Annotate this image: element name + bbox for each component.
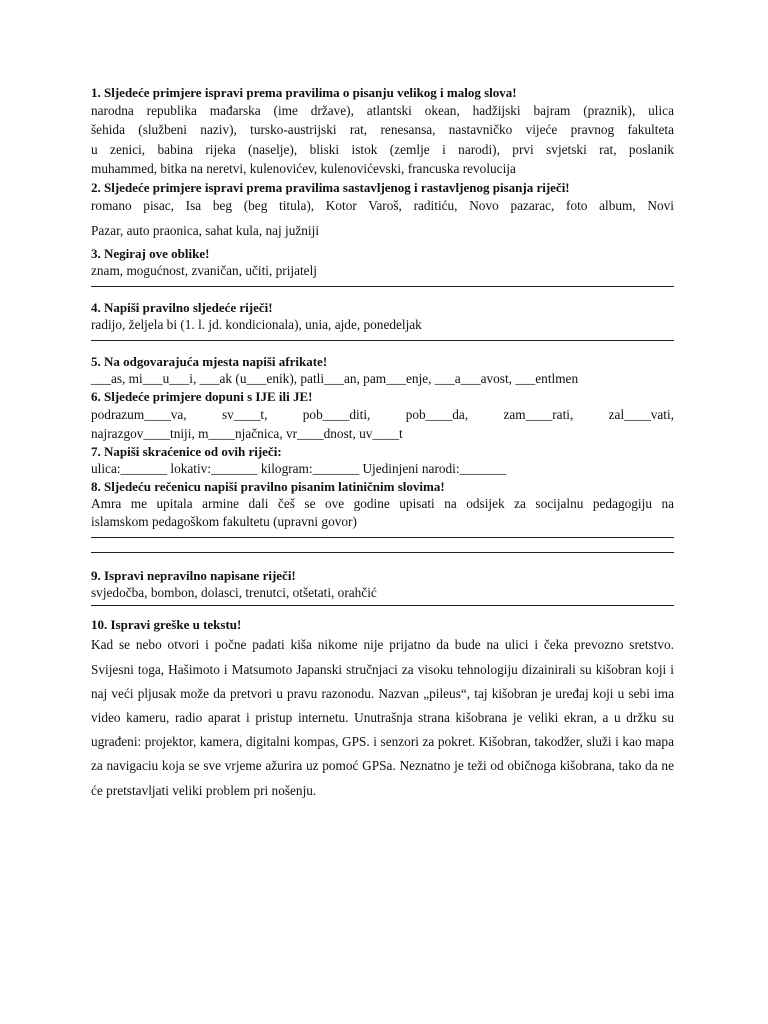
question-10-text: Kad se nebo otvori i počne padati kiša nikome nije prijatno da bude na ulici i čeka prevozno sretstvo. Svijesni toga, Hašimoto i Matsumoto Japanski stručnjaci za visoku tehnologiju dizainirali su kišobran koji i naj veći pljusak može da pretvori u pravu razonodu. Nazvan „pileus“, taj kišobran je uređaj koji u sebi ima video kameru, radio aparat i pristup internetu. Unutrašnja strana kišobrana je veliki ekran, a u držku su ugrađeni: projektor, kamera, digitalni kompas, GPS. i senzori za pokret. Kišobran, takodžer, služi i kao mapa za navigaciu koja se sve vrjeme ažurira uz pomoć GPSa. Neznatno je teži od običnoga kišobrana, tako da ne će pretstavljati veliki problem pri nošenju. [91,637,674,798]
question-7-text: ulica:_______ lokativ:_______ kilogram:_______ Ujedinjeni narodi:_______ [91,461,507,477]
question-8-heading: 8. Sljedeću rečenicu napiši pravilno pisanim latiničnim slovima! [91,479,445,495]
question-8 [91,478,674,553]
question-8-line: islamskom pedagoškom fakultetu (upravni govor) [91,514,357,530]
question-1 [91,84,674,179]
question-1-line: muhammed, bitka na neretvi, kulenovićev, kulenovićevski, francuska revolucija [91,161,516,177]
question-9-text: svjedočba, bombon, dolasci, trenutci, otšetati, orahčić [91,585,377,601]
question-6 [91,388,674,444]
question-1-line: narodna republika mađarska (ime države), atlantski okean, hadžijski bajram (praznik), ulica [91,103,674,118]
question-4-heading: 4. Napiši pravilno sljedeće riječi! [91,299,273,315]
question-4-text: radijo, željela bi (1. l. jd. kondicionala), unia, ajde, ponedeljak [91,316,422,332]
question-9-heading: 9. Ispravi nepravilno napisane riječi! [91,568,296,584]
question-2-line: Pazar, auto praonica, sahat kula, naj južniji [91,222,320,238]
question-6-line: podrazum____va, sv____t, pob____diti, pob____da, zam____rati, zal____vati, [91,406,674,422]
question-7 [91,443,674,478]
question-5-heading: 5. Na odgovarajuća mjesta napiši afrikate! [91,353,328,369]
question-3 [91,245,674,287]
question-3-heading: 3. Negiraj ove oblike! [91,245,210,261]
worksheet [91,84,674,803]
question-3-text: znam, mogućnost, zvaničan, učiti, prijatelj [91,262,317,278]
question-9 [91,567,674,606]
answer-line[interactable] [91,552,674,553]
answer-line[interactable] [91,340,674,341]
question-2-heading: 2. Sljedeće primjere ispravi prema pravilima sastavljenog i rastavljenog pisanja riječi! [91,179,570,195]
question-8-line: Amra me upitala armine dali češ se ove godine upisati na odsijek za socijalnu pedagogiju na [91,496,674,512]
question-5 [91,353,674,388]
answer-line[interactable] [91,605,674,606]
question-2-line: romano pisac, Isa beg (beg titula), Kotor Varoš, raditiću, Novo pazarac, foto album, Novi [91,197,674,213]
answer-line[interactable] [91,286,674,287]
question-4 [91,299,674,341]
answer-line[interactable] [91,537,674,538]
question-7-heading: 7. Napiši skraćenice od ovih riječi: [91,444,282,460]
question-1-heading: 1. Sljedeće primjere ispravi prema pravilima o pisanju velikog i malog slova! [91,85,517,100]
question-5-text: ___as, mi___u___i, ___ak (u___enik), patli___an, pam___enje, ___a___avost, ___entlmen [91,370,579,386]
question-10 [91,616,674,802]
question-10-heading: 10. Ispravi greške u tekstu! [91,617,242,633]
question-2 [91,179,674,241]
question-6-line: najrazgov____tniji, m____njačnica, vr____dnost, uv____t [91,426,403,442]
question-1-line: šehida (službeni naziv), tursko-austrijski rat, renesansa, nastavničko vijeće pravnog fakulteta [91,122,674,138]
question-1-line: u zenici, babina rijeka (naselje), bliski istok (zemlje i narodi), prvi svjetski rat, poslanik [91,141,674,157]
question-6-heading: 6. Sljedeće primjere dopuni s IJE ili JE! [91,388,313,404]
